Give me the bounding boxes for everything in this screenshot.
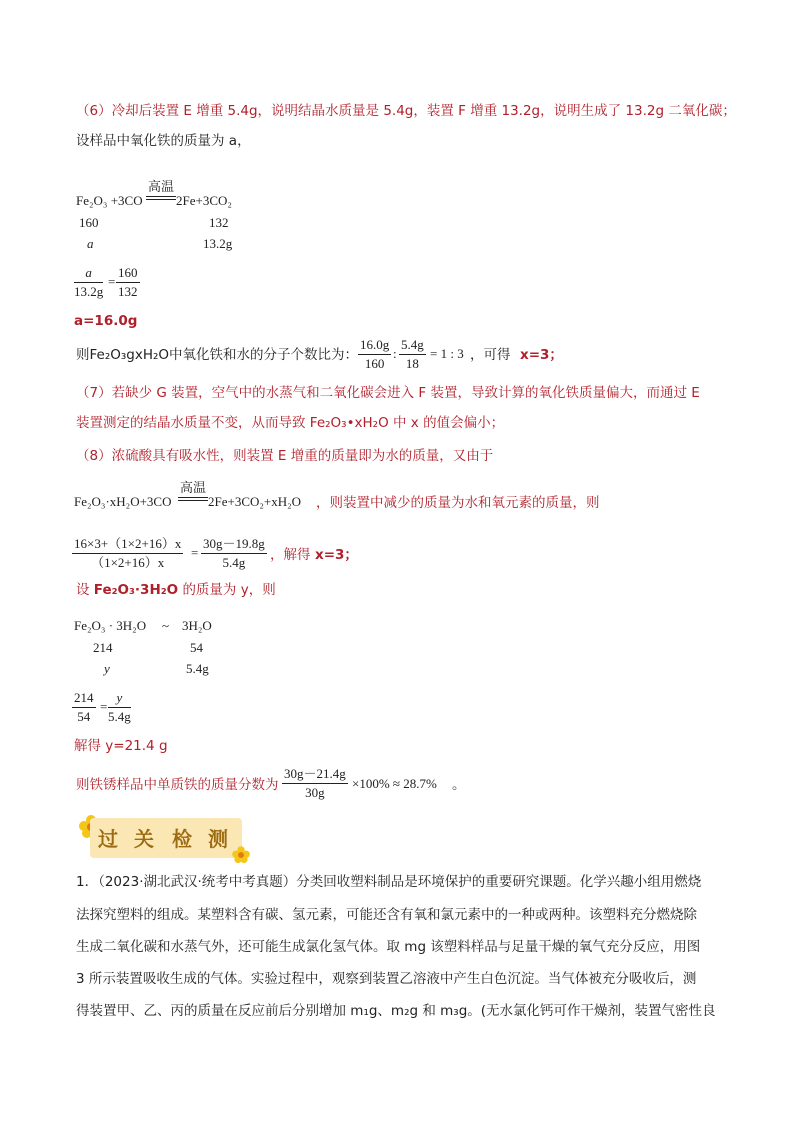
equation-1-left: Fe₂O₃ +3CO (76, 193, 143, 208)
equals-sign-2: = (191, 545, 199, 560)
question-1-line-4: 3 所示装置吸收生成的气体。实验过程中，观察到装置乙溶液中产生白色沉淀。当气体被充分吸收后，测 (76, 971, 697, 987)
relation-mass-left: 214 (93, 640, 113, 655)
final-fraction: $\frac{30g-21.4g}{30g}$ (284, 766, 346, 800)
proportion-2-right: $\frac{y}{5.4g}$ (108, 690, 131, 724)
section-7-line-2: 装置测定的结晶水质量不变，从而导致 Fe₂O₃•xH₂O 中 x 的值会偏小； (76, 415, 505, 431)
condition-text: 高温 (147, 180, 174, 195)
section-6-line-1: （6）冷却后装置 E 增重 5.4g，说明结晶水质量是 5.4g，装置 F 增重 13.2g，说明生成了 13.2g 二氧化碳； (76, 103, 736, 119)
banner-char-3: 检 (172, 827, 192, 851)
final-end: 。 (452, 777, 466, 793)
question-1-line-1: 1．（2023·湖北武汉·统考中考真题）分类回收塑料制品是环境保护的重要研究课题。化学兴趣小组用燃烧 (76, 874, 702, 890)
ratio-equals: = 1 : 3 (430, 346, 464, 361)
solve-result: x=3； (315, 547, 358, 563)
result-a: a=16.0g (74, 313, 138, 329)
ratio-fraction-2: $\frac{5.4g}{18}$ (401, 337, 424, 371)
equation-2-left: Fe₂O₃·xH₂O+3CO (74, 494, 172, 509)
question-1-line-2: 法探究塑料的组成。某塑料含有碳、氢元素，可能还含有氧和氯元素中的一种或两种。该塑料充分燃烧除 (76, 907, 697, 923)
equation-2-condition: 高温 (178, 482, 208, 501)
solve-text: ，解得 (270, 547, 311, 563)
final-prefix: 则铁锈样品中单质铁的质量分数为 (76, 777, 279, 793)
ratio-fraction-1: $\frac{16.0g}{160}$ (360, 337, 390, 371)
equation-1-right: 2Fe+3CO₂ (176, 193, 232, 208)
section-8-line-1: （8）浓硫酸具有吸水性，则装置 E 增重的质量即为水的质量，又由于 (76, 448, 494, 464)
relation-var-left: y (104, 661, 110, 676)
final-tail: ×100% ≈ 28.7% (352, 776, 437, 791)
equation-1-mass-right: 132 (209, 215, 229, 230)
equation-1-condition (146, 181, 176, 200)
banner-char-4: 测 (208, 827, 228, 851)
proportion-fraction-left: $\frac{a}{13.2g}$ (74, 265, 104, 299)
ratio-colon: : (393, 346, 397, 361)
y-result: 解得 y=21.4 g (74, 738, 168, 754)
banner-char-1: 过 (98, 827, 118, 851)
relation-right: 3H₂O (182, 618, 212, 633)
equals-sign-3: = (100, 699, 108, 714)
equals-sign: = (108, 274, 116, 289)
question-1-line-5: 得装置甲、乙、丙的质量在反应前后分别增加 m₁g、m₂g 和 m₃g。(无水氯化钙可作干燥剂，装置气密性良 (76, 1003, 716, 1019)
set-y-prefix: 设 (76, 582, 90, 598)
ratio-prefix: 则Fe₂O₃gxH₂O中氧化铁和水的分子个数比为： (76, 347, 359, 363)
section-7-line-1: （7）若缺少 G 装置，空气中的水蒸气和二氧化碳会进入 F 装置，导致计算的氧化铁质量偏大，而通过 E (76, 385, 700, 401)
section-banner (76, 812, 252, 862)
ratio-result: x=3； (520, 347, 563, 363)
relation-left: Fe₂O₃ · 3H₂O (74, 618, 147, 633)
relation-var-right: 5.4g (186, 661, 209, 676)
set-y-suffix: 的质量为 y，则 (182, 582, 276, 598)
section-6-line-2: 设样品中氧化铁的质量为 a， (76, 133, 251, 149)
equation-1-var-right: 13.2g (203, 236, 233, 251)
equation-1-var-left: a (87, 236, 94, 251)
equation-1-mass-left: 160 (79, 215, 99, 230)
relation-mass-right: 54 (190, 640, 203, 655)
flower-icon-right (230, 844, 252, 866)
set-y-formula: Fe₂O₃·3H₂O (93, 582, 179, 598)
equation-2-right: 2Fe+3CO₂+xH₂O (208, 494, 302, 509)
proportion-fraction-right: $\frac{160}{132}$ (118, 265, 138, 299)
question-1-line-3: 生成二氧化碳和水蒸气外，还可能生成氯化氢气体。取 mg 该塑料样品与足量干燥的氧气充分反应，用图 (76, 939, 701, 955)
equation-2-tail: ，则装置中减少的质量为水和氧元素的质量，则 (316, 495, 600, 511)
relation-symbol: ~ (162, 618, 170, 633)
mass-loss-fraction: $\frac{30g-19.8g}{5.4g}$ (203, 536, 265, 570)
proportion-2-left: $\frac{214}{54}$ (74, 690, 94, 724)
oxygen-fraction: $\frac{16\times 3+(1\times 2+16)x}{(1\times 2+16)x}$ (74, 536, 182, 570)
banner-char-2: 关 (134, 827, 154, 851)
set-y-line (76, 580, 276, 600)
ratio-suffix: ，可得 (470, 347, 511, 363)
